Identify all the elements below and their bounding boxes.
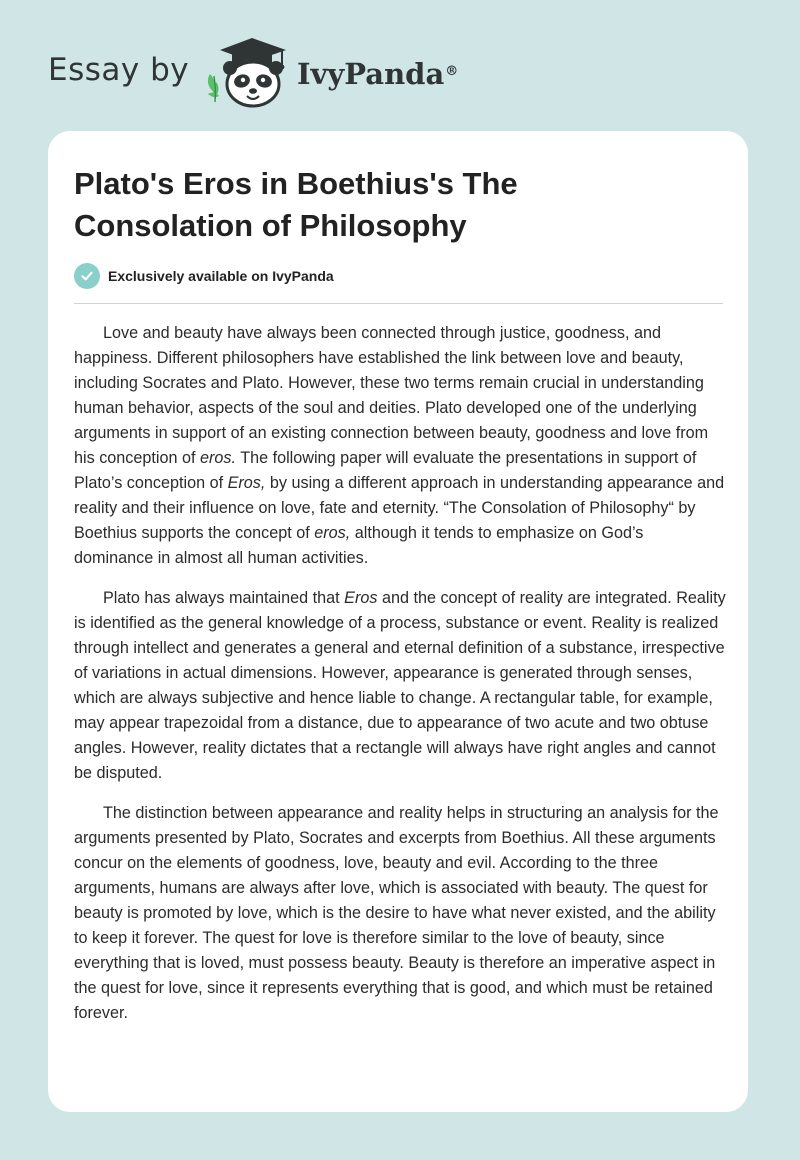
essay-card: [48, 131, 748, 1112]
ivypanda-logo-icon[interactable]: [202, 36, 294, 108]
essay-by-label: Essay by: [48, 52, 190, 88]
site-header: [0, 0, 800, 130]
italic-term: Eros: [344, 589, 378, 607]
essay-title: Plato's Eros in Boethius's The Consolation of Philosophy: [74, 166, 518, 243]
essay-body: [74, 321, 726, 1041]
italic-term: eros.: [199, 449, 236, 467]
text-run: Plato has always maintained that: [103, 589, 345, 607]
exclusive-badge: [74, 263, 334, 289]
essay-paragraph-3: [74, 801, 726, 1026]
essay-paragraph-2: [74, 586, 726, 786]
text-run: although it tends to emphasize on God’s dominance in almost all human activities.: [74, 524, 644, 567]
registered-mark: ®: [445, 64, 459, 79]
brand-name[interactable]: [297, 54, 458, 94]
text-run: Love and beauty have always been connected through justice, goodness, and happiness. Different philosophers have established the link between love and beauty, including Socrates and Plato. However, these two terms remain crucial in understanding human behavior, aspects of the soul and deities. Plato developed one of the underlying arguments in support of an existing connection between beauty, goodness and love from his conception of: [74, 324, 709, 467]
essay-paragraph-1: [74, 321, 726, 571]
italic-term: Eros,: [227, 474, 266, 492]
text-run: The distinction between appearance and reality helps in structuring an analysis for the arguments presented by Plato, Socrates and excerpts from Boethius. All these arguments concur on the elements of goodness, love, beauty and evil. According to the three arguments, humans are always after love, which is associated with beauty. The quest for beauty is promoted by love, which is the desire to have what never existed, and the ability to keep it forever. The quest for love is therefore similar to the love of beauty, since everything that is loved, must possess beauty. Beauty is therefore an imperative aspect in the quest for love, since it represents everything that is good, and which must be retained forever.: [74, 804, 719, 1022]
text-run: and the concept of reality are integrated. Reality is identified as the general knowledge of a process, substance or event. Reality is realized through intellect and generates a general and eternal definition of a substance, irrespective of variations in actual dimensions. However, appearance is generated through senses, which are always subjective and hence liable to change. A rectangular table, for example, may appear trapezoidal from a distance, due to appearance of two acute and two obtuse angles. However, reality dictates that a rectangle will always have right angles and cannot be disputed.: [74, 589, 726, 782]
check-icon: [74, 263, 100, 289]
exclusive-label: Exclusively available on IvyPanda: [108, 268, 334, 284]
text-run: The following paper will evaluate the presentations in support of Plato’s conception of: [74, 449, 697, 492]
italic-term: eros,: [314, 524, 351, 542]
text-run: by using a different approach in understanding appearance and reality and their influence on love, fate and eternity. “The Consolation of Philosophy“ by Boethius supports the concept of: [74, 474, 725, 542]
divider: [74, 303, 723, 304]
leaf-icon: [208, 74, 219, 102]
brand-text: IvyPanda: [297, 57, 445, 91]
